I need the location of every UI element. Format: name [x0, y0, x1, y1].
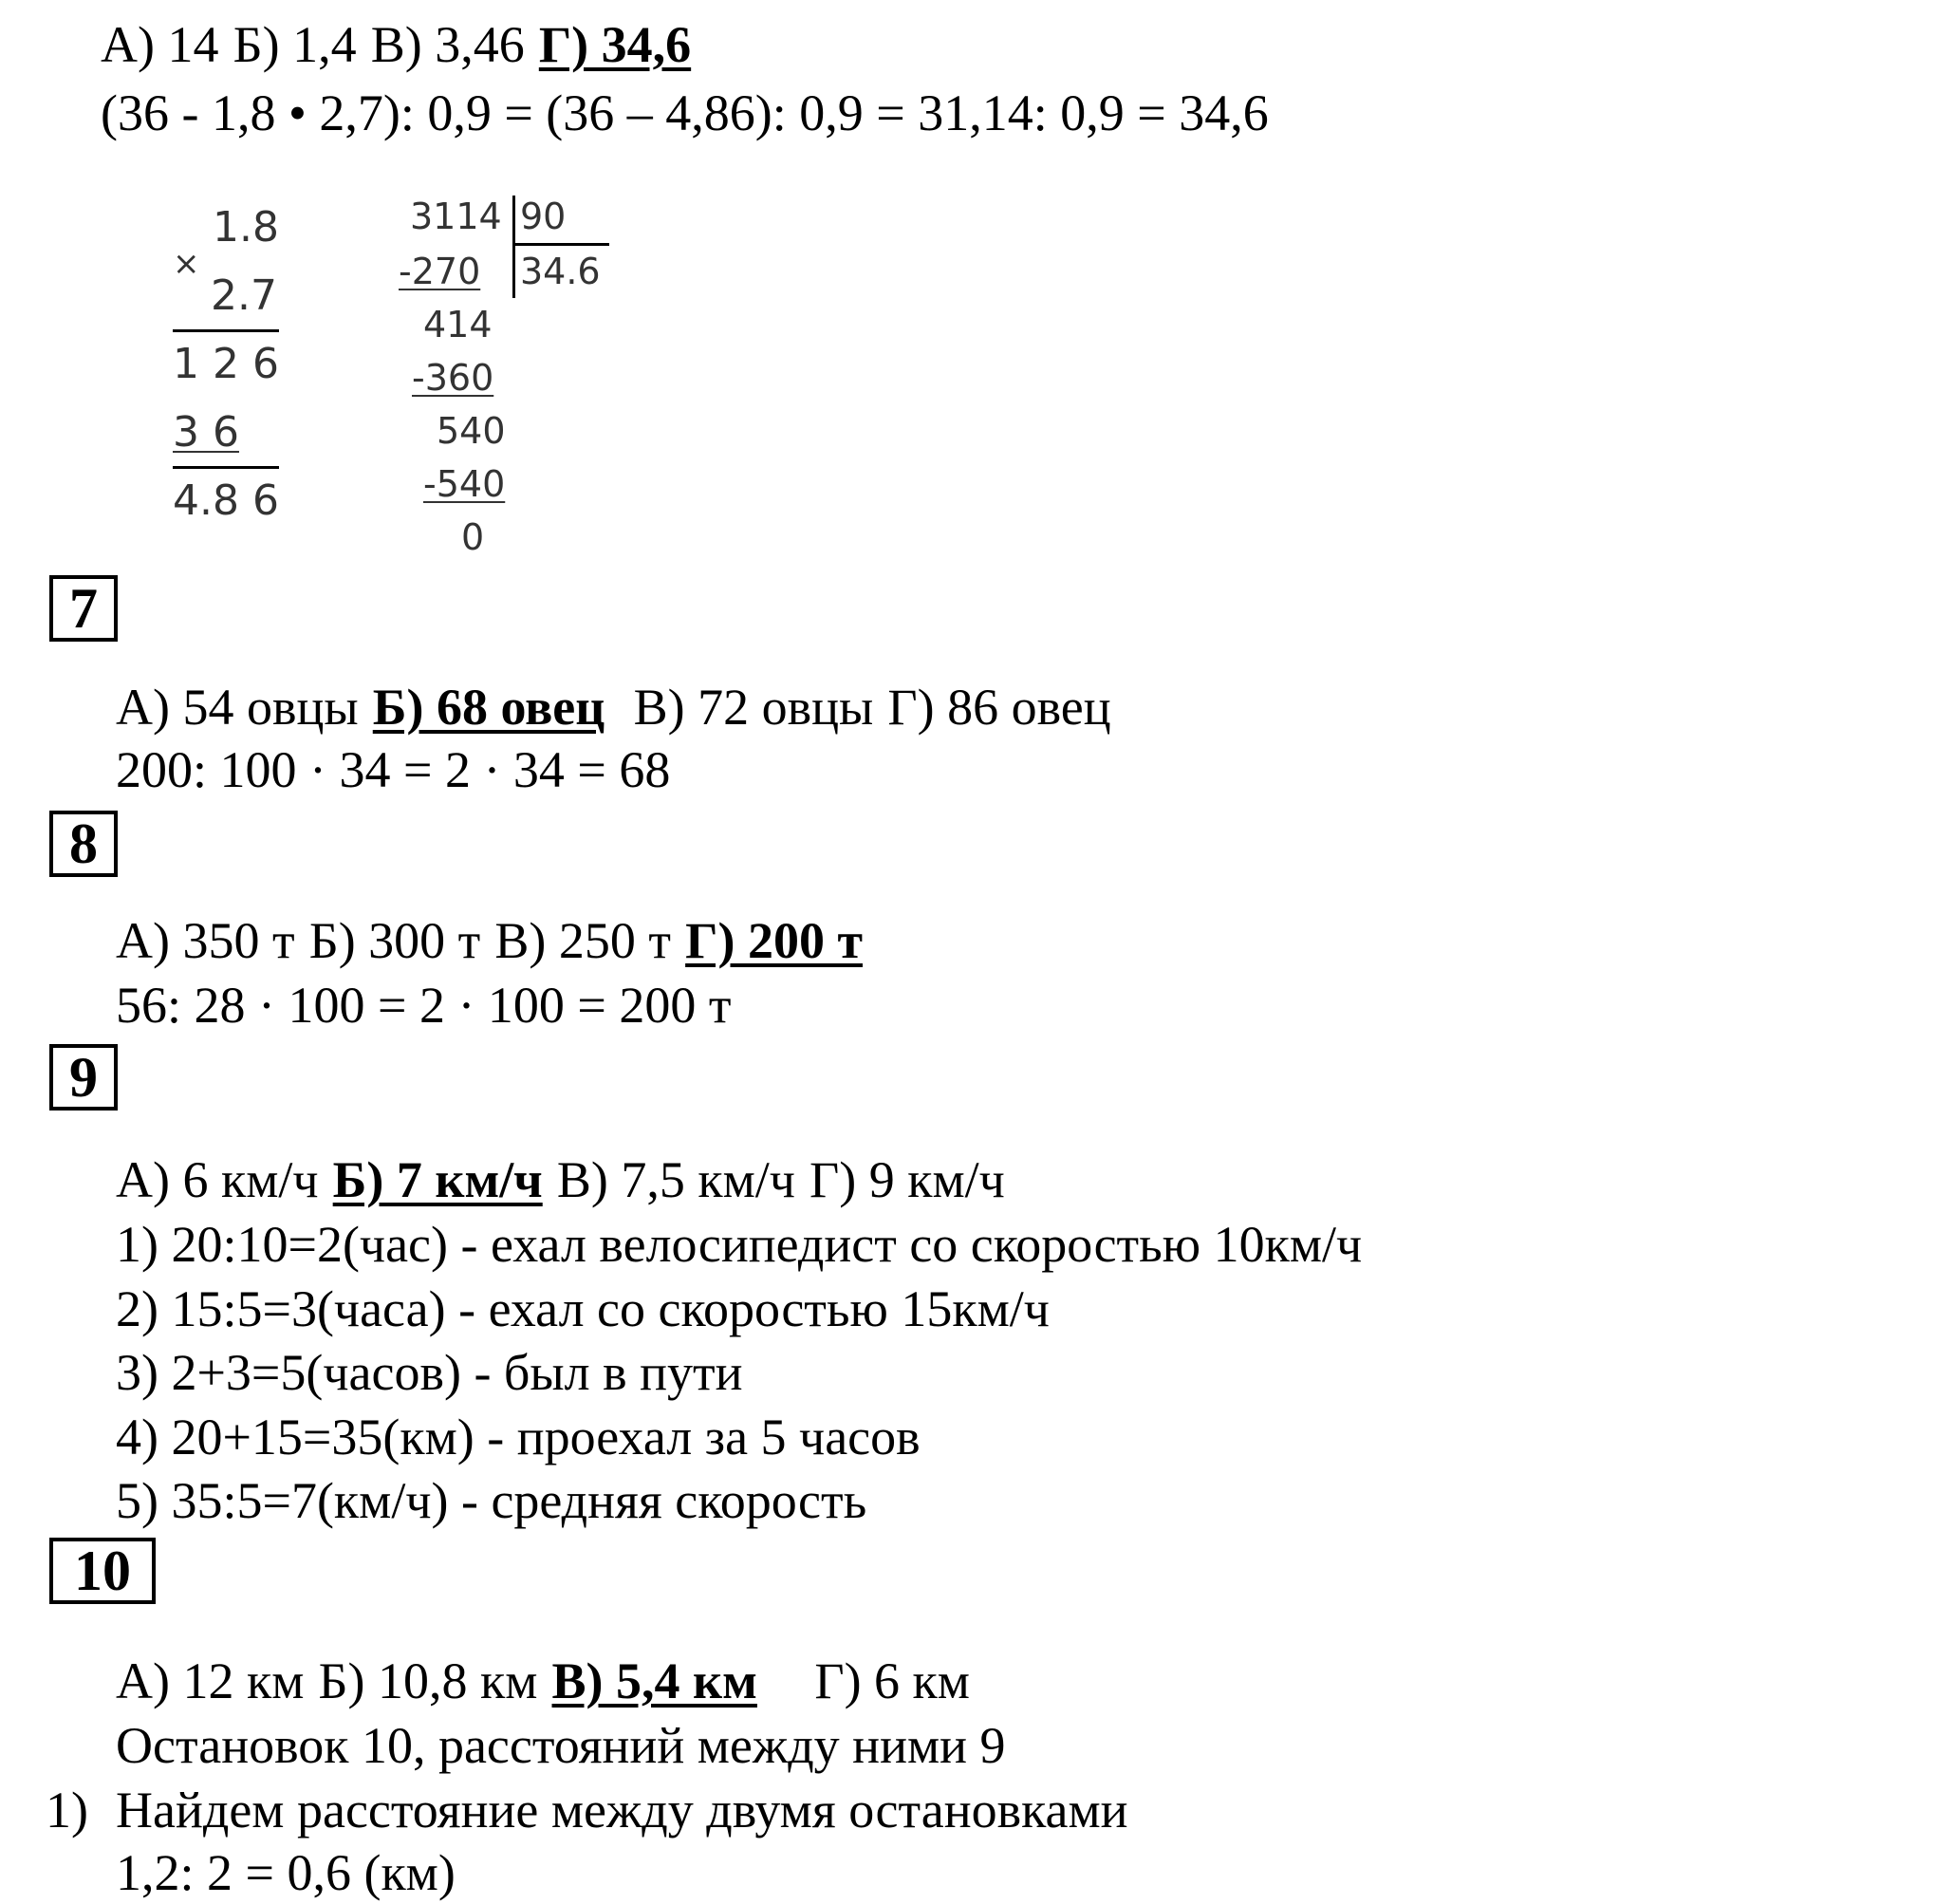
- div-step: -270: [399, 251, 481, 292]
- task9-step: 2) 15:5=3(часа) - ехал со скоростью 15км/ч: [116, 1280, 1050, 1337]
- task10-note: Остановок 10, расстояний между ними 9: [116, 1717, 1006, 1774]
- task10-number-box: 10: [49, 1538, 156, 1604]
- task10-step1-marker: 1): [46, 1782, 88, 1839]
- task10-option-d: Г) 6 км: [814, 1652, 970, 1709]
- div-step: 414: [423, 304, 493, 345]
- task9-step: 5) 35:5=7(км/ч) - средняя скорость: [116, 1472, 867, 1529]
- task9-step: 3) 2+3=5(часов) - был в пути: [116, 1344, 743, 1401]
- task8-number-box: 8: [49, 811, 118, 877]
- task9-option-c: В) 7,5 км/ч: [556, 1151, 795, 1208]
- task9-number-box: 9: [49, 1044, 118, 1111]
- task10-step1: Найдем расстояние между двумя остановками: [116, 1782, 1128, 1839]
- task6-solution: (36 - 1,8 • 2,7): 0,9 = (36 – 4,86): 0,9 = 31,14: 0,9 = 34,6: [101, 84, 1269, 141]
- div-step: -540: [423, 463, 506, 505]
- task8-option-c: В) 250 т: [494, 912, 671, 969]
- div-vertical-line: [512, 196, 515, 298]
- task7-option-a: А) 54 овцы: [116, 679, 359, 736]
- mult-sign: ×: [173, 245, 200, 283]
- task9-option-d: Г) 9 км/ч: [809, 1151, 1005, 1208]
- task9-option-b-correct: Б) 7 км/ч: [332, 1151, 543, 1208]
- div-step: 540: [437, 410, 506, 452]
- task8-option-d-correct: Г) 200 т: [685, 912, 863, 969]
- task9-option-a: А) 6 км/ч: [116, 1151, 319, 1208]
- mult-product: 4.8 6: [173, 476, 279, 525]
- task7-options: [116, 676, 1111, 738]
- div-step: 0: [461, 516, 485, 558]
- task6-option-b: Б) 1,4: [233, 16, 357, 73]
- task6-option-c: В) 3,46: [370, 16, 525, 73]
- mult-factor1: 1.8: [213, 203, 279, 252]
- task7-option-b-correct: Б) 68 овец: [372, 679, 605, 736]
- task8-solution: 56: 28 · 100 = 2 · 100 = 200 т: [116, 977, 732, 1034]
- task9-options: [116, 1148, 1005, 1211]
- div-step: -360: [412, 357, 494, 399]
- mult-factor2: 2.7: [211, 271, 277, 320]
- mult-partial2: 3 6: [173, 408, 239, 457]
- mult-line-2: [173, 466, 279, 469]
- task10-options: [116, 1650, 970, 1712]
- task7-option-d: Г) 86 овец: [887, 679, 1111, 736]
- task7-solution: 200: 100 · 34 = 2 · 34 = 68: [116, 741, 671, 798]
- mult-partial1: 1 2 6: [173, 340, 279, 388]
- task7-option-c: В) 72 овцы: [633, 679, 874, 736]
- task8-options: [116, 909, 863, 972]
- mult-line-1: [173, 329, 279, 332]
- div-quotient-line: [512, 243, 609, 246]
- task6-options: [101, 13, 691, 76]
- task10-option-c-correct: В) 5,4 км: [551, 1652, 757, 1709]
- task8-option-b: Б) 300 т: [308, 912, 481, 969]
- task7-number-box: 7: [49, 575, 118, 642]
- div-quotient: 34.6: [520, 251, 601, 292]
- task6-option-d-correct: Г) 34,6: [538, 16, 692, 73]
- div-dividend: 3114: [410, 196, 502, 237]
- task9-step: 4) 20+15=35(км) - проехал за 5 часов: [116, 1409, 921, 1465]
- task6-option-a: А) 14: [101, 16, 219, 73]
- task10-option-b: Б) 10,8 км: [318, 1652, 538, 1709]
- task10-step1-calc: 1,2: 2 = 0,6 (км): [116, 1844, 456, 1901]
- task10-option-a: А) 12 км: [116, 1652, 305, 1709]
- div-divisor: 90: [520, 196, 567, 237]
- task9-step: 1) 20:10=2(час) - ехал велосипедист со скоростью 10км/ч: [116, 1216, 1363, 1273]
- task8-option-a: А) 350 т: [116, 912, 295, 969]
